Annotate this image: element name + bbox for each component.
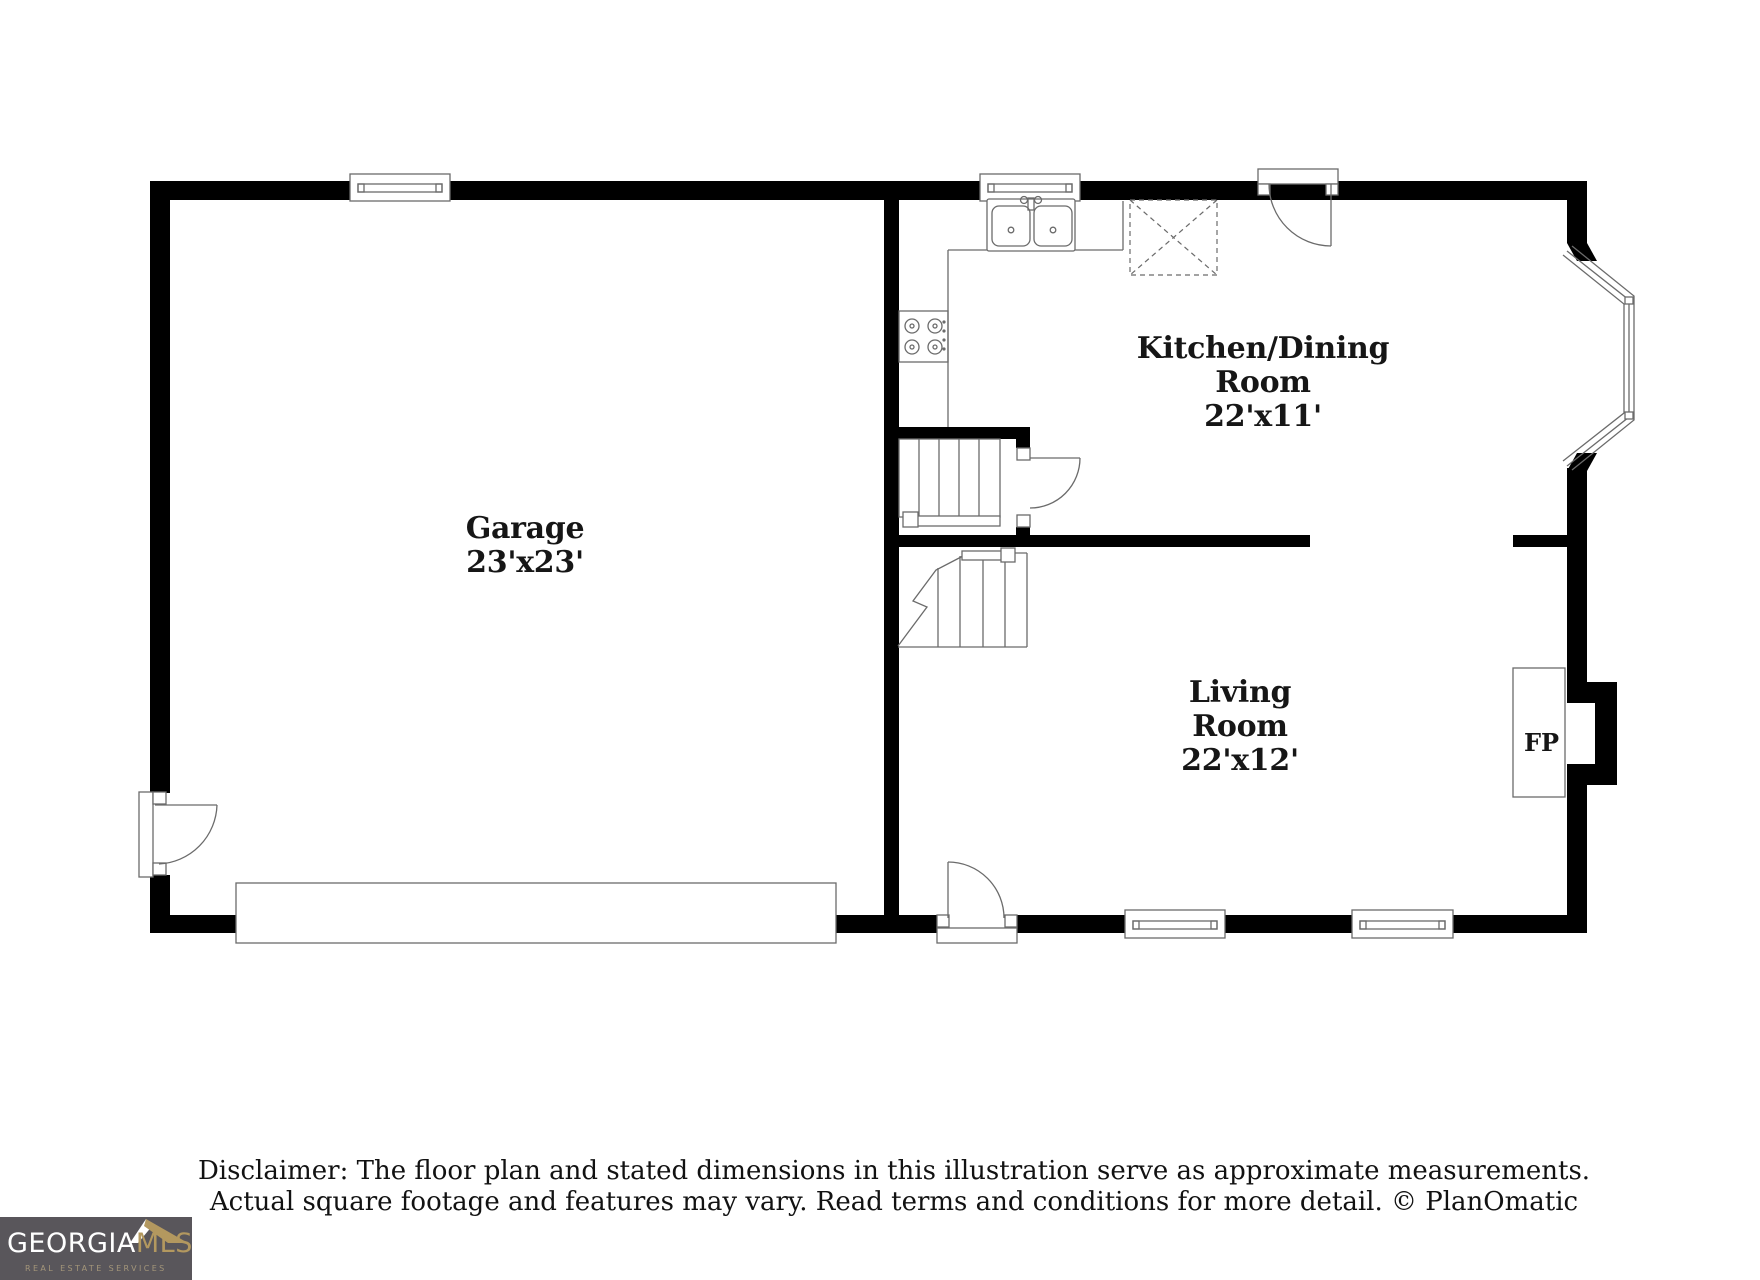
logo-tagline: REAL ESTATE SERVICES (25, 1264, 167, 1273)
stairs-down (898, 548, 1027, 647)
kitchen-sink-window (980, 174, 1080, 201)
stairs-up (899, 439, 1000, 527)
stove (899, 311, 948, 362)
logo-brand-text (7, 1230, 193, 1257)
kitchen-room-name-line1: Kitchen/Dining (1136, 331, 1390, 366)
disclaimer-line2: Actual square footage and features may vary. Read terms and conditions for more detail. © PlanOmatic (209, 1187, 1579, 1217)
kitchen-sink (987, 197, 1075, 252)
garage-room-dims: 23'x23' (466, 545, 584, 580)
logo-text-georgia: GEORGIA (7, 1228, 136, 1259)
fireplace-label: FP (1524, 728, 1560, 757)
disclaimer-line1: Disclaimer: The floor plan and stated dimensions in this illustration serve as approximate measurements. (197, 1156, 1591, 1186)
living-room-window-2 (1352, 910, 1453, 938)
kitchen-room-dims: 22'x11' (1204, 399, 1322, 434)
garage-room-label (375, 512, 675, 580)
living-room-dims: 22'x12' (1181, 743, 1299, 778)
living-room-label (1090, 676, 1390, 778)
bay-window (1563, 246, 1634, 470)
garage-room-name: Garage (465, 511, 585, 546)
kitchen-room-name-line2: Room (1215, 365, 1311, 400)
kitchen-room-label (1113, 332, 1413, 434)
garage-window (350, 174, 450, 201)
garage-overhead-door (236, 883, 836, 943)
living-room-window-1 (1125, 910, 1225, 938)
stair-hall-door (1017, 448, 1080, 527)
garage-side-door (139, 792, 217, 877)
living-room-entry-door (937, 862, 1017, 943)
living-room-name-line2: Room (1192, 709, 1288, 744)
living-room-name-line1: Living (1188, 675, 1292, 710)
outer-walls (150, 181, 1597, 933)
georgia-mls-logo (0, 1217, 192, 1280)
refrigerator-dashed-box (1130, 200, 1217, 275)
disclaimer-text (0, 1156, 1760, 1218)
logo-text-mls: MLS (135, 1228, 193, 1259)
kitchen-entry-door (1258, 169, 1338, 246)
